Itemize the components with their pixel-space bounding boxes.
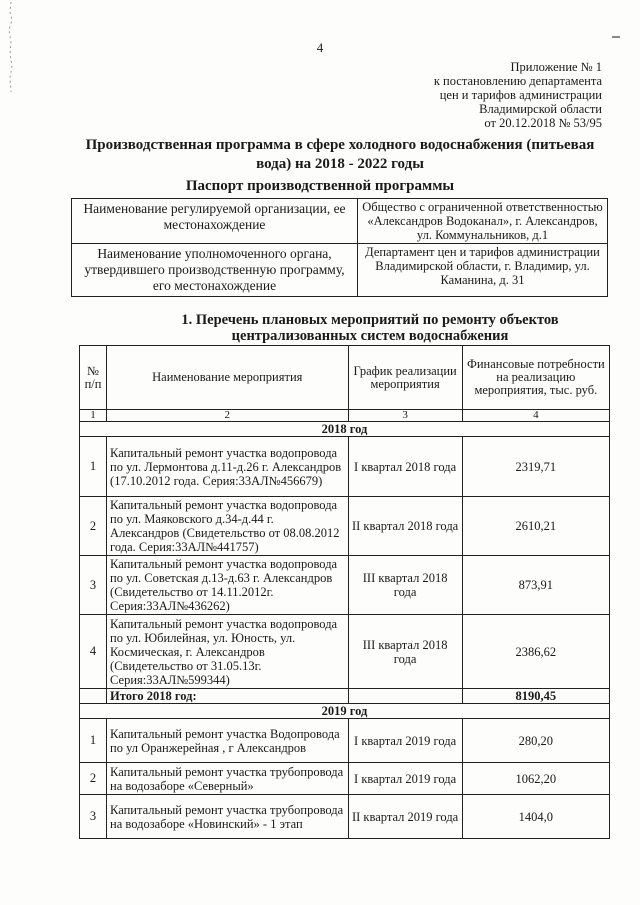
document-title [70, 136, 610, 174]
measure-name: Капитальный ремонт участка водопровода по ул. Советская д.13-д.63 г. Александров (Свидетельство от 14.11.2012г. Серия:33АЛ№436262) [107, 556, 348, 615]
passport-table [71, 198, 608, 297]
measure-name: Капитальный ремонт участка трубопровода на водозаборе «Северный» [107, 763, 348, 795]
document-title-line: Производственная программа в сфере холодного водоснабжения (питьевая [85, 137, 595, 153]
year-label: 2018 год [80, 422, 610, 437]
measure-amount: 280,20 [462, 719, 609, 763]
passport-row [72, 244, 608, 297]
table-row [80, 795, 610, 839]
header-cell: График реализации мероприятия [348, 346, 462, 410]
row-number: 3 [80, 795, 107, 839]
appendix-line: Владимирской области [479, 102, 602, 116]
measure-schedule: III квартал 2018 года [348, 615, 462, 689]
column-number: 3 [348, 410, 462, 422]
column-number: 4 [462, 410, 609, 422]
year-row [80, 704, 610, 719]
header-cell: № п/п [80, 346, 107, 410]
row-number: 2 [80, 497, 107, 556]
measure-name: Капитальный ремонт участка трубопровода на водозаборе «Новинский» - 1 этап [107, 795, 348, 839]
measure-name: Капитальный ремонт участка водопровода по ул. Юбилейная, ул. Юность, ул. Космическая, г. Александров (Свидетельство от 31.05.13г. Серия:33АЛ№599344) [107, 615, 348, 689]
row-number: 1 [80, 719, 107, 763]
section-title [150, 312, 590, 344]
table-row [80, 763, 610, 795]
passport-label: Наименование уполномоченного органа, утвердившего производственную программу, его местонахождение [72, 244, 358, 297]
measure-amount: 1062,20 [462, 763, 609, 795]
row-number: 1 [80, 437, 107, 497]
total-row [80, 689, 610, 704]
total-blank [348, 689, 462, 704]
table-row [80, 719, 610, 763]
row-number: 2 [80, 763, 107, 795]
appendix-line: Приложение № 1 [510, 60, 602, 74]
passport-label: Наименование регулируемой организации, ее местонахождение [72, 199, 358, 244]
row-number: 4 [80, 615, 107, 689]
measure-schedule: III квартал 2018 года [348, 556, 462, 615]
total-blank [80, 689, 107, 704]
section-title-line: централизованных систем водоснабжения [231, 328, 509, 344]
column-number: 2 [107, 410, 348, 422]
year-label: 2019 год [80, 704, 610, 719]
document-title-line: вода) на 2018 - 2022 годы [256, 156, 424, 172]
measure-name: Капитальный ремонт участка Водопровода по ул Оранжерейная , г Александров [107, 719, 348, 763]
passport-row [72, 199, 608, 244]
measure-schedule: I квартал 2019 года [348, 719, 462, 763]
total-label: Итого 2018 год: [107, 689, 348, 704]
table-row [80, 437, 610, 497]
passport-value: Общество с ограниченной ответственностью «Александров Водоканал», г. Александров, ул. Коммунальников, д.1 [358, 199, 608, 244]
appendix-line: к постановлению департамента [433, 74, 602, 88]
measure-name: Капитальный ремонт участка водопровода по ул. Лермонтова д.11-д.26 г. Александров (17.10.2012 года. Серия:33АЛ№456679) [107, 437, 348, 497]
appendix-line: от 20.12.2018 № 53/95 [484, 116, 602, 130]
table-row [80, 556, 610, 615]
measure-amount: 2610,21 [462, 497, 609, 556]
column-number-row [80, 410, 610, 422]
section-title-line: 1. Перечень плановых мероприятий по ремонту объектов [181, 312, 559, 328]
scan-tick-mark [612, 36, 620, 38]
passport-title: Паспорт производственной программы [185, 178, 455, 194]
year-row [80, 422, 610, 437]
measure-schedule: II квартал 2018 года [348, 497, 462, 556]
appendix-header [402, 60, 602, 130]
appendix-line: цен и тарифов администрации [439, 88, 602, 102]
page-number: 4 [316, 40, 324, 55]
measure-schedule: I квартал 2019 года [348, 763, 462, 795]
measure-amount: 2386,62 [462, 615, 609, 689]
measure-schedule: II квартал 2019 года [348, 795, 462, 839]
measure-amount: 2319,71 [462, 437, 609, 497]
header-cell: Наименование мероприятия [107, 346, 348, 410]
passport-value: Департамент цен и тарифов администрации Владимирской области, г. Владимир, ул. Каманина, д. 31 [358, 244, 608, 297]
measure-name: Капитальный ремонт участка водопровода по ул. Маяковского д.34-д.44 г. Александров (Свидетельство от 08.08.2012 года. Серия:33АЛ№441757) [107, 497, 348, 556]
measure-amount: 1404,0 [462, 795, 609, 839]
row-number: 3 [80, 556, 107, 615]
table-header-row [80, 346, 610, 410]
table-row [80, 497, 610, 556]
measure-schedule: I квартал 2018 года [348, 437, 462, 497]
header-cell: Финансовые потребности на реализацию мероприятия, тыс. руб. [462, 346, 609, 410]
total-value: 8190,45 [462, 689, 609, 704]
table-row [80, 615, 610, 689]
column-number: 1 [80, 410, 107, 422]
measure-amount: 873,91 [462, 556, 609, 615]
measures-table [79, 345, 610, 839]
